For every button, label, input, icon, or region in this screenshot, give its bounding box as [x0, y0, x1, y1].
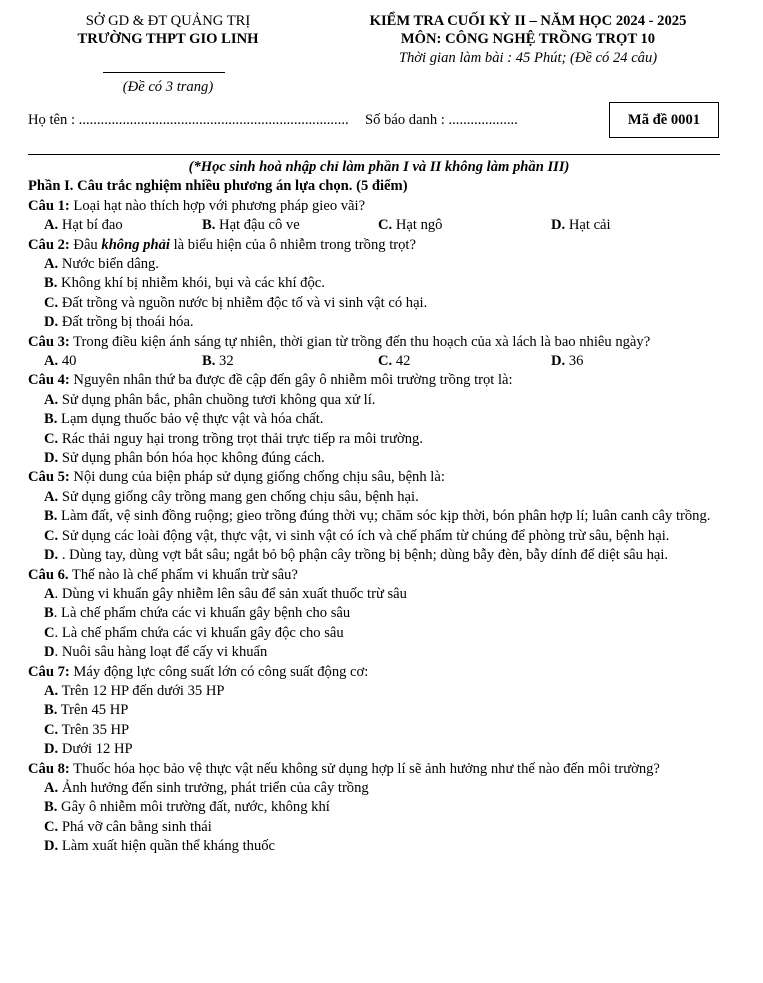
question-emphasis: không phải	[101, 236, 170, 253]
option-d: D. Dưới 12 HP	[44, 741, 133, 758]
question-label: Câu 2:	[28, 236, 70, 253]
option-c: C. Hạt ngô	[378, 217, 443, 234]
options-row	[28, 352, 730, 371]
question-label: Câu 4:	[28, 372, 70, 389]
question-8	[28, 760, 730, 779]
option-c: C. Trên 35 HP	[44, 721, 130, 738]
question-1	[28, 197, 730, 216]
question-5	[28, 468, 730, 487]
question-text: Thuốc hóa học bảo vệ thực vật nếu không sử dụng hợp lí sẽ ảnh hưởng như thế nào đến môi trường?	[69, 760, 660, 777]
part1-title: Phần I. Câu trắc nghiệm nhiều phương án lựa chọn. (5 điểm)	[28, 178, 408, 195]
option-c: C. 42	[378, 353, 411, 370]
option-b: B. Lạm dụng thuốc bảo vệ thực vật và hóa chất.	[44, 411, 324, 428]
option-d: D. Sử dụng phân bón hóa học không đúng cách.	[44, 450, 325, 467]
option-d: D. Làm xuất hiện quần thể kháng thuốc	[44, 838, 276, 855]
option-a: A. Sử dụng phân bắc, phân chuồng tươi không qua xử lí.	[44, 391, 376, 408]
question-text: Loại hạt nào thích hợp với phương pháp gieo vãi?	[69, 197, 366, 214]
student-name-field: Họ tên : ..........................................................................	[28, 112, 349, 128]
option-d: D. Đất trồng bị thoái hóa.	[44, 314, 194, 331]
option-a: A. Nước biển dâng.	[44, 256, 159, 273]
option-b: B. Làm đất, vệ sinh đồng ruộng; gieo trồng đúng thời vụ; chăm sóc kịp thời, bón phân hợp lí; luân canh cây trồng.	[44, 508, 711, 525]
option-d: D. Nuôi sâu hàng loạt để cấy vi khuẩn	[44, 644, 268, 661]
option-c: C. Sử dụng các loài động vật, thực vật, vi sinh vật có ích và chế phẩm từ chúng để phòng trừ sâu, bệnh hại.	[44, 527, 670, 544]
option-c: C. Là chế phẩm chứa các vi khuẩn gây độc cho sâu	[44, 624, 344, 641]
option-a: A. Dùng vi khuẩn gây nhiễm lên sâu để sản xuất thuốc trừ sâu	[44, 585, 407, 602]
option-c: C. Đất trồng và nguồn nước bị nhiễm độc tố và vi sinh vật có hại.	[44, 294, 428, 311]
question-text: Thế nào là chế phẩm vi khuẩn trừ sâu?	[68, 566, 298, 583]
question-label: Câu 1:	[28, 197, 70, 214]
question-label: Câu 6.	[28, 566, 69, 583]
option-d: D. Hạt cải	[551, 217, 611, 234]
exam-code-box	[609, 102, 719, 138]
question-label: Câu 7:	[28, 663, 70, 680]
option-d: D. . Dùng tay, dùng vợt bắt sâu; ngắt bỏ bộ phận cây trồng bị bệnh; dùng bẫy đèn, bẫy dính để diệt sâu hại.	[44, 547, 669, 564]
option-b: B. Hạt đậu cô ve	[202, 217, 300, 234]
options-row	[28, 216, 730, 235]
question-label: Câu 3:	[28, 333, 70, 350]
question-3	[28, 333, 730, 352]
question-text: Nội dung của biện pháp sử dụng giống chống chịu sâu, bệnh là:	[69, 469, 445, 486]
question-text: Nguyên nhân thứ ba được đề cập đến gây ô nhiễm môi trường trồng trọt là:	[69, 372, 513, 389]
question-label: Câu 5:	[28, 469, 70, 486]
option-b: B. Trên 45 HP	[44, 702, 129, 719]
option-c: C. Rác thải nguy hại trong trồng trọt thải trực tiếp ra môi trường.	[44, 430, 423, 447]
option-a: A. 40	[44, 353, 77, 370]
school-name: TRƯỜNG THPT GIO LINH	[77, 31, 259, 47]
header-left-rule	[103, 72, 225, 73]
option-a: A. Trên 12 HP đến dưới 35 HP	[44, 682, 225, 699]
header-divider	[28, 154, 720, 155]
question-4	[28, 371, 730, 390]
option-c: C. Phá vỡ cân bằng sinh thái	[44, 818, 212, 835]
question-2: Câu 2: Đâu không phải là biểu hiện của ô nhiễm trong trồng trọt?	[28, 236, 416, 253]
question-text: Trong điều kiện ánh sáng tự nhiên, thời gian từ trồng đến thu hoạch của xà lách là bao nhiêu ngày?	[69, 333, 651, 350]
page-count-note: (Đề có 3 trang)	[122, 79, 214, 95]
exam-title: KIỂM TRA CUỐI KỲ II – NĂM HỌC 2024 - 2025	[369, 13, 687, 29]
question-label: Câu 8:	[28, 760, 70, 777]
option-b: B. Không khí bị nhiễm khói, bụi và các khí độc.	[44, 275, 325, 292]
subject-title: MÔN: CÔNG NGHỆ TRỒNG TRỌT 10	[400, 31, 656, 47]
inclusion-note: (*Học sinh hoà nhập chỉ làm phần I và II không làm phần III)	[188, 159, 570, 175]
option-a: A. Hạt bí đao	[44, 217, 123, 234]
option-d: D. 36	[551, 353, 584, 370]
student-id-field: Số báo danh : ...................	[365, 112, 518, 128]
option-b: B. 32	[202, 353, 234, 370]
question-text: Máy động lực công suất lớn có công suất động cơ:	[69, 663, 369, 680]
question-7	[28, 663, 730, 682]
option-b: B. Gây ô nhiễm môi trường đất, nước, không khí	[44, 799, 330, 816]
option-a: A. Ảnh hưởng đến sinh trưởng, phát triển của cây trồng	[44, 779, 369, 796]
option-b: B. Là chế phẩm chứa các vi khuẩn gây bệnh cho sâu	[44, 605, 351, 622]
option-a: A. Sử dụng giống cây trồng mang gen chống chịu sâu, bệnh hại.	[44, 488, 419, 505]
exam-code: Mã đề 0001	[627, 111, 701, 128]
question-6	[28, 566, 730, 585]
exam-content	[28, 158, 730, 857]
exam-duration: Thời gian làm bài : 45 Phút; (Đề có 24 câu)	[398, 50, 658, 66]
department-name: SỞ GD & ĐT QUẢNG TRỊ	[85, 13, 251, 29]
